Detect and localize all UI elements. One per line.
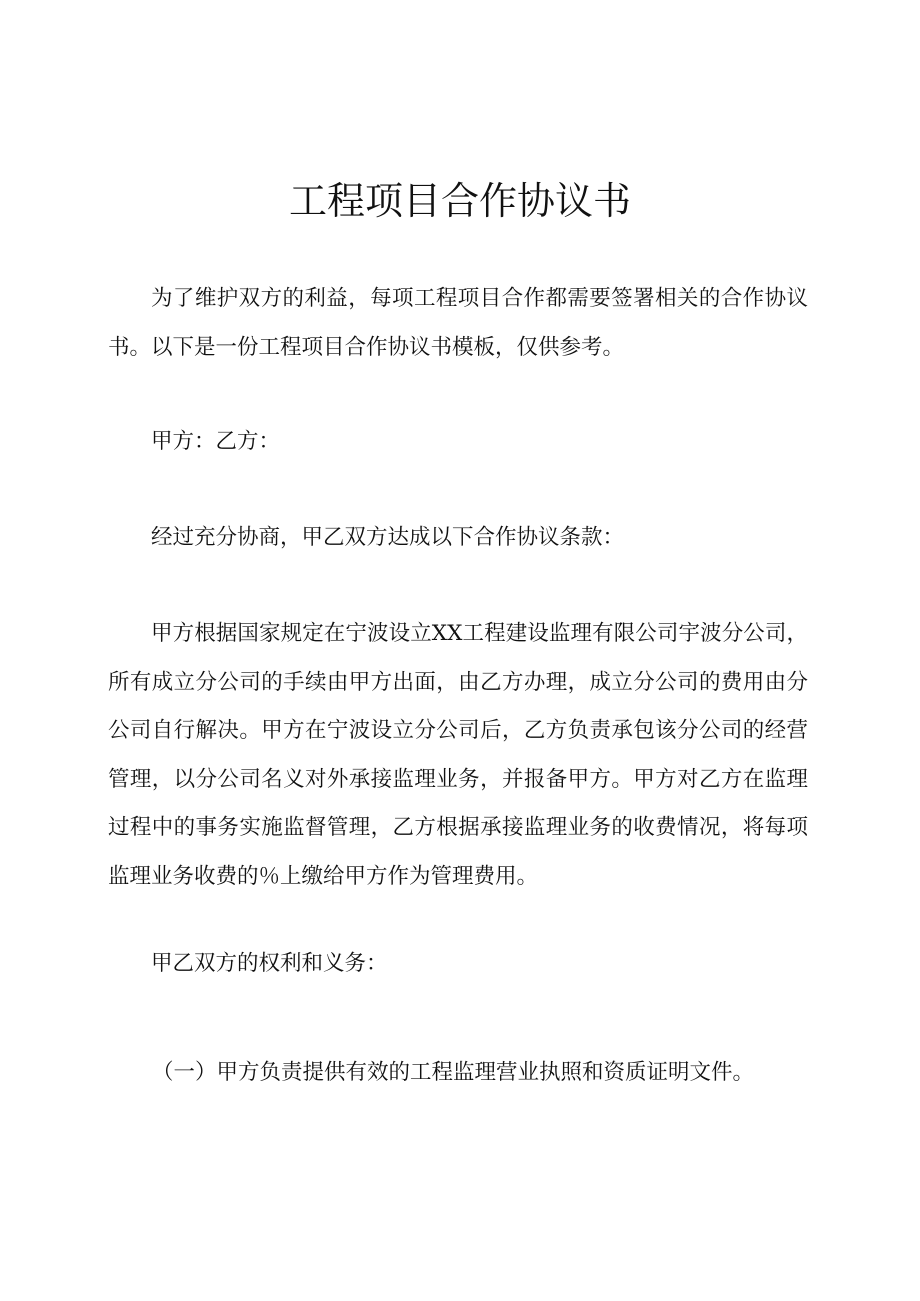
- document-title: 工程项目合作协议书: [288, 179, 631, 223]
- branch-clause-paragraph: 甲方根据国家规定在宁波设立XX工程建设监理有限公司宇波分公司，所有成立分公司的手续由甲方出面，由乙方办理，成立分公司的费用由分公司自行解决。甲方在宁波设立分公司后，乙方负责承包该分公司的经营管理，以分公司名义对外承接监理业务，并报备甲方。甲方对乙方在监理过程中的事务实施监督管理，乙方根据承接监理业务的收费情况，将每项监理业务收费的％上缴给甲方作为管理费用。: [108, 621, 808, 889]
- rights-item-1: （一）甲方负责提供有效的工程监理营业执照和资质证明文件。: [152, 1060, 755, 1085]
- rights-heading: 甲乙双方的权利和义务：: [151, 951, 388, 976]
- agreement-intro-line: 经过充分协商，甲乙双方达成以下合作协议条款：: [151, 525, 625, 550]
- intro-paragraph: 为了维护双方的利益，每项工程项目合作都需要签署相关的合作协议书。以下是一份工程项目合作协议书模板，仅供参考。: [108, 286, 808, 360]
- parties-line: 甲方：乙方：: [151, 429, 281, 454]
